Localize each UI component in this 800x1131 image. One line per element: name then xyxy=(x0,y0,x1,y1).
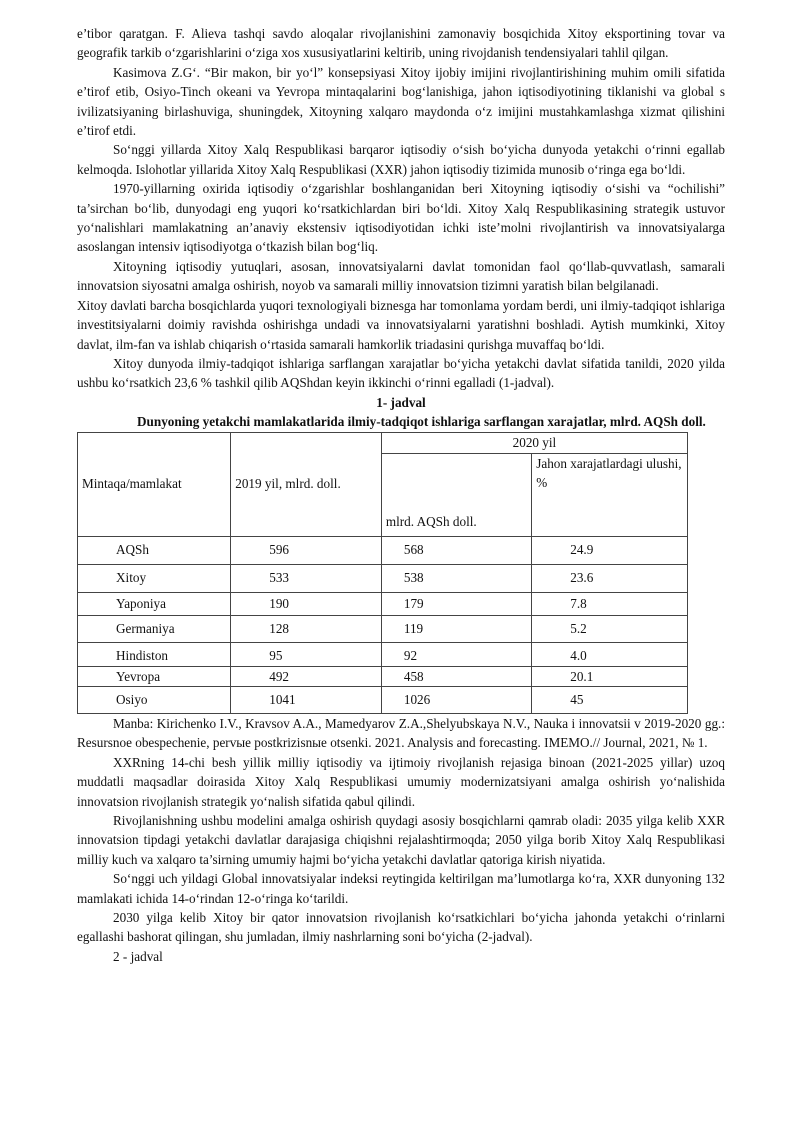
table2-label: 2 - jadval xyxy=(113,948,163,964)
table-row xyxy=(78,615,688,642)
cell-region: Germaniya xyxy=(78,615,231,642)
cell-share: 24.9 xyxy=(532,536,688,564)
table-title: Dunyoning yetakchi mamlakatlarida ilmiy-tadqiqot ishlariga sarflangan xarajatlar, mlrd. AQSh doll. xyxy=(137,414,706,430)
document-page xyxy=(77,24,725,966)
cell-2019: 190 xyxy=(231,592,382,615)
paragraph: Kasimova Z.G‘. “Bir makon, bir yo‘l” konsepsiyasi Xitoy ijobiy imijini rivojlantirishining muhim omili sifatida e’tirof etib, Osiyo-Tinch okeani va Yevropa mintaqalarini bog‘lanishiga, jahon iqtisodiyotining tiklanishi va global s ivilizatsiyaning birlashuviga, shuningdek, Xitoyning xalqaro maydonda o‘z imijini mustahkamlashga xizmat qilishini e’tirof etdi. xyxy=(77,64,725,139)
cell-share: 45 xyxy=(532,686,688,713)
paragraph: Rivojlanishning ushbu modelini amalga oshirish quydagi asosiy bosqichlarni qamrab oladi: 2035 yilga kelib XXR innovatsion tipdagi yetakchi davlatlar darajasiga chiqishni rejalashtirmoqda; 2050 yilga borib Xitoy Xalq Respublikasi milliy kuch va xalqaro ta’sirning umumiy hajmi bo‘yicha yetakchi davlatlar qatoriga kirish niyatida. xyxy=(77,812,725,867)
cell-share: 4.0 xyxy=(532,642,688,666)
cell-2019: 492 xyxy=(231,666,382,686)
cell-region: AQSh xyxy=(78,536,231,564)
paragraph: e’tibor qaratgan. F. Alieva tashqi savdo aloqalar rivojlanishini zamonaviy bosqichida Xitoy eksportining tovar va geografik tarkib o‘zgarishlarini o‘ziga xos xususiyatlarini keltirib, uning rivojdanish tendensiyalari tahlil qilgan. xyxy=(77,26,725,61)
cell-mlrd: 538 xyxy=(381,564,531,592)
data-table xyxy=(77,432,688,714)
table-label: 1- jadval xyxy=(376,394,426,410)
cell-share: 23.6 xyxy=(532,564,688,592)
table-row xyxy=(78,666,688,686)
cell-region: Yevropa xyxy=(78,666,231,686)
header-2020: 2020 yil xyxy=(381,432,687,453)
paragraph: 2030 yilga kelib Xitoy bir qator innovatsion rivojlanish ko‘rsatkichlari bo‘yicha jahonda yetakchi o‘rinlarni egallashi bashorat qilingan, shu jumladan, ilmiy nashrlarning soni bo‘yicha (2-jadval). xyxy=(77,910,725,945)
cell-2019: 596 xyxy=(231,536,382,564)
paragraph: So‘nggi uch yildagi Global innovatsiyalar indeksi reytingida keltirilgan ma’lumotlarga ko‘ra, XXR dunyoning 132 mamlakati ichida 14-o‘rindan 12-o‘ringa ko‘tarildi. xyxy=(77,871,725,906)
table-row xyxy=(78,592,688,615)
paragraph: Xitoy dunyoda ilmiy-tadqiqot ishlariga sarflangan xarajatlar bo‘yicha yetakchi davlat sifatida tanildi, 2020 yilda ushbu ko‘rsatkich 23,6 % tashkil qilib AQShdan keyin ikkinchi o‘rinni egalladi (1-jadval). xyxy=(77,355,725,391)
table-row xyxy=(78,642,688,666)
table-row xyxy=(78,536,688,564)
cell-share: 5.2 xyxy=(532,615,688,642)
cell-2019: 533 xyxy=(231,564,382,592)
table-source: Manba: Kirichenko I.V., Kravsov A.A., Mamedyarov Z.A.,Shelyubskaya N.V., Nauka i innovatsii v 2019-2020 gg.: Resursnoe obespechenie, pervыe postkrizisnыe otsenki. 2021. Analysis and forecasting. IMEMO.// Journal, 2021, № 1. xyxy=(77,715,725,751)
cell-region: Hindiston xyxy=(78,642,231,666)
header-2019: 2019 yil, mlrd. doll. xyxy=(231,432,382,536)
cell-region: Xitoy xyxy=(78,564,231,592)
table-row xyxy=(78,686,688,713)
cell-mlrd: 179 xyxy=(381,592,531,615)
cell-mlrd: 92 xyxy=(381,642,531,666)
cell-2019: 95 xyxy=(231,642,382,666)
cell-region: Osiyo xyxy=(78,686,231,713)
paragraph: Xitoyning iqtisodiy yutuqlari, asosan, innovatsiyalarni davlat tomonidan faol qo‘llab-quvvatlash, samarali innovatsion siyosatni amalga oshirish, noyob va samarali milliy innovatsion tizimni yaratish bilan belgilanadi. xyxy=(77,258,725,294)
cell-mlrd: 568 xyxy=(381,536,531,564)
cell-share: 20.1 xyxy=(532,666,688,686)
cell-mlrd: 119 xyxy=(381,615,531,642)
paragraph: XXRning 14-chi besh yillik milliy iqtisodiy va ijtimoiy rivojlanish rejasiga binoan (2021-2025 yillar) uzoq muddatli maqsadlar doirasida Xitoy Xalq Respublikasi umumiy modernizatsiyani amalga oshirish yo‘nalishida innovatsion rivojlanish strategik yo‘nalish sifatida qabul qilindi. xyxy=(77,754,725,809)
cell-mlrd: 458 xyxy=(381,666,531,686)
header-share: Jahon xarajatlardagi ulushi, % xyxy=(532,453,688,536)
cell-share: 7.8 xyxy=(532,592,688,615)
cell-mlrd: 1026 xyxy=(381,686,531,713)
header-region: Mintaqa/mamlakat xyxy=(78,432,231,536)
table-row xyxy=(78,564,688,592)
cell-2019: 128 xyxy=(231,615,382,642)
paragraph: 1970-yillarning oxirida iqtisodiy o‘zgarishlar boshlanganidan beri Xitoyning iqtisodiy o‘sishi va “ochilishi” ta’sirchan bo‘lib, dunyodagi eng yuqori ko‘rsatkichlardan biri bo‘ldi. Xitoy Xalq Respublikasining strategik ustuvor yo‘nalishlari mamlakatning an’anaviy ekstensiv iqtisodiyotidan ichki iste’molni rivojlantirish va innovatsiyalarga asoslangan intensiv iqtisodiyotga o‘tkazish bilan bog‘liq. xyxy=(77,181,725,255)
cell-2019: 1041 xyxy=(231,686,382,713)
paragraph: So‘nggi yillarda Xitoy Xalq Respublikasi barqaror iqtisodiy o‘sish bo‘yicha dunyoda yetakchi o‘rinni egallab kelmoqda. Islohotlar yillarida Xitoy Xalq Respublikasi (XXR) jahon iqtisodiy tizimida munosib o‘ringa ega bo‘ldi. xyxy=(77,142,725,177)
cell-region: Yaponiya xyxy=(78,592,231,615)
header-mlrd: mlrd. AQSh doll. xyxy=(381,453,531,536)
paragraph: Xitoy davlati barcha bosqichlarda yuqori texnologiyali biznesga har tomonlama yordam berdi, uni ilmiy-tadqiqot ishlariga investitsiyalarni doimiy ravishda oshirishga undadi va innovatsiyalarni yaratishni boshladi. Aytish mumkinki, Xitoy davlat, ilm-fan va ishlab chiqarish o‘rtasida samarali hamkorlik triadasini qurishga muvaffaq bo‘ldi. xyxy=(77,297,725,352)
